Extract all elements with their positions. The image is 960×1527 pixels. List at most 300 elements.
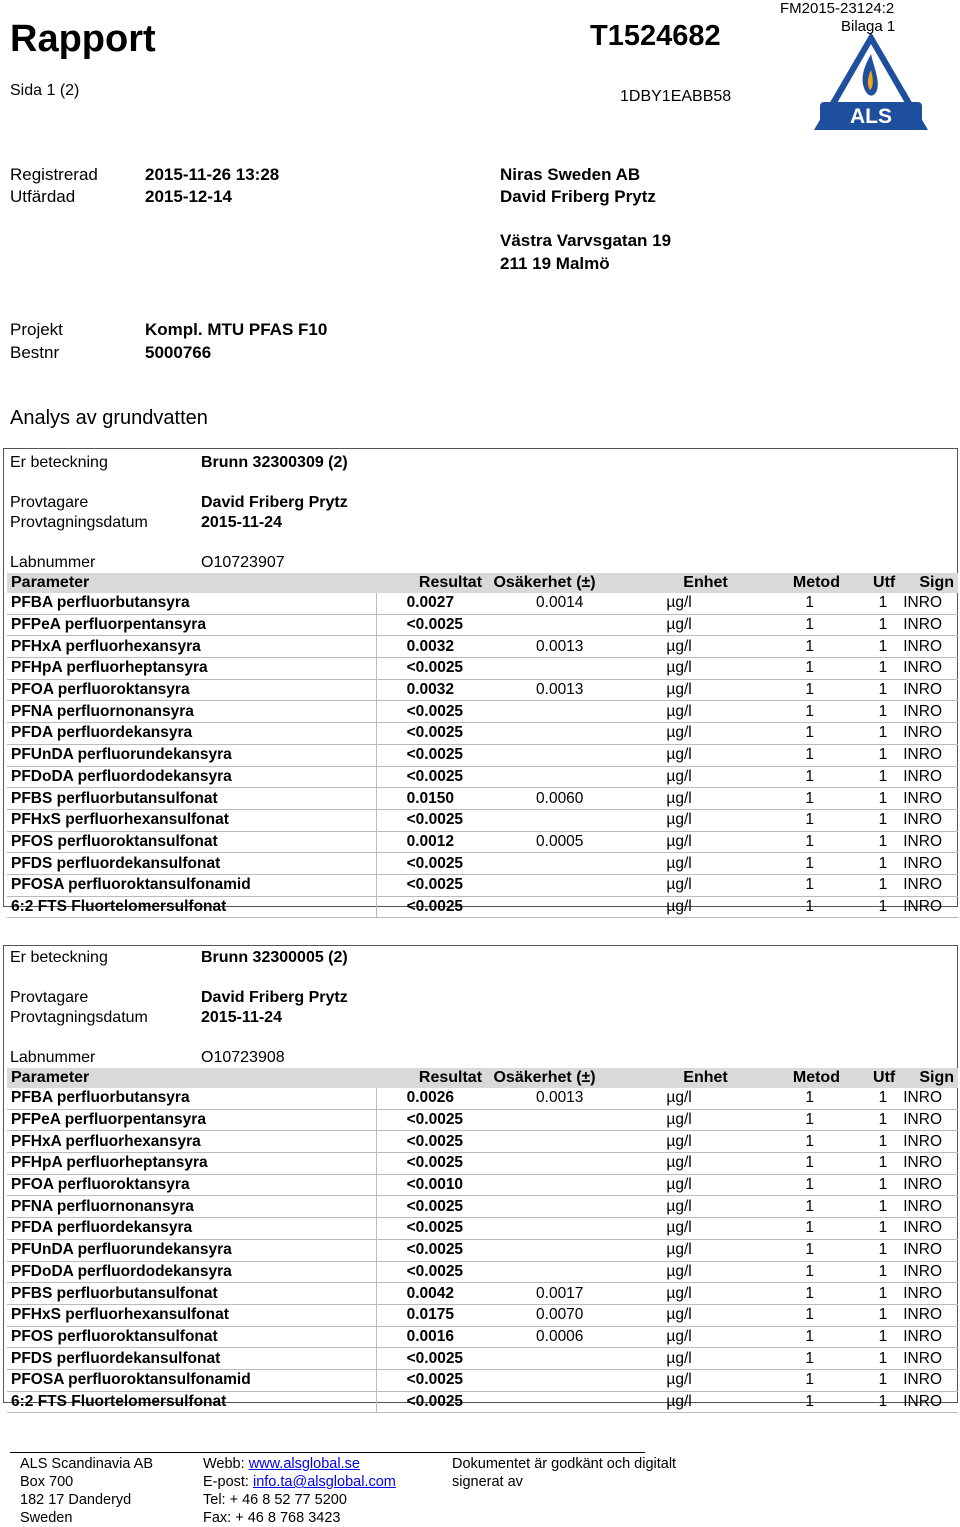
table-row [7, 636, 958, 658]
results-table-1 [7, 573, 958, 918]
table-row [7, 1174, 958, 1196]
footer-web [203, 1455, 360, 1473]
cell-metod: 1 [732, 1218, 844, 1240]
cell-metod: 1 [732, 1261, 844, 1283]
cell-enhet: µg/l [600, 1326, 732, 1348]
col-parameter: Parameter [7, 573, 376, 593]
cell-enhet: µg/l [600, 614, 732, 636]
footer-box: Box 700 [20, 1474, 74, 1490]
cell-parameter: PFUnDA perfluorundekansyra [7, 1239, 376, 1261]
cell-enhet: µg/l [600, 636, 732, 658]
provtagare-value: David Friberg Prytz [201, 494, 348, 511]
cell-osakerhet: 0.0005 [486, 831, 600, 853]
col-osakerhet: Osäkerhet (±) [486, 1068, 600, 1088]
table-row [7, 896, 958, 918]
provtagningsdatum-value: 2015-11-24 [201, 1009, 282, 1026]
table-row [7, 1196, 958, 1218]
report-title: Rapport [10, 18, 156, 60]
cell-enhet: µg/l [600, 1196, 732, 1218]
client-company: Niras Sweden AB [500, 165, 641, 184]
labnummer-value: O10723908 [201, 1049, 285, 1066]
col-enhet: Enhet [600, 573, 732, 593]
cell-enhet: µg/l [600, 1391, 732, 1413]
cell-metod: 1 [732, 788, 844, 810]
provtagare-label: Provtagare [10, 494, 89, 511]
cell-utf: 1 [844, 1283, 899, 1305]
cell-enhet: µg/l [600, 1088, 732, 1109]
cell-resultat: <0.0025 [376, 723, 486, 745]
cell-metod: 1 [732, 679, 844, 701]
cell-metod: 1 [732, 1153, 844, 1175]
cell-sign: INRO [899, 1391, 958, 1413]
cell-osakerhet [486, 1391, 600, 1413]
cell-enhet: µg/l [600, 1174, 732, 1196]
cell-osakerhet [486, 896, 600, 918]
sample-block-1 [3, 448, 958, 915]
table-row [7, 788, 958, 810]
cell-resultat: 0.0027 [376, 593, 486, 614]
cell-utf: 1 [844, 1174, 899, 1196]
cell-resultat: <0.0025 [376, 1348, 486, 1370]
cell-osakerhet [486, 1261, 600, 1283]
cell-resultat: <0.0025 [376, 1153, 486, 1175]
cell-enhet: µg/l [600, 1261, 732, 1283]
cell-utf: 1 [844, 766, 899, 788]
cell-parameter: PFOA perfluoroktansyra [7, 1174, 376, 1196]
cell-osakerhet: 0.0006 [486, 1326, 600, 1348]
cell-parameter: 6:2 FTS Fluortelomersulfonat [7, 896, 376, 918]
cell-parameter: PFDoDA perfluordodekansyra [7, 1261, 376, 1283]
cell-resultat: <0.0025 [376, 1218, 486, 1240]
form-reference: FM2015-23124:2 [780, 0, 895, 17]
cell-sign: INRO [899, 679, 958, 701]
web-label: Webb: [203, 1456, 249, 1472]
cell-osakerhet [486, 1131, 600, 1153]
cell-enhet: µg/l [600, 831, 732, 853]
cell-parameter: PFOS perfluoroktansulfonat [7, 831, 376, 853]
utfardad-label: Utfärdad [10, 187, 76, 206]
cell-metod: 1 [732, 1174, 844, 1196]
cell-sign: INRO [899, 636, 958, 658]
cell-enhet: µg/l [600, 593, 732, 614]
cell-metod: 1 [732, 1283, 844, 1305]
footer-fax: Fax: + 46 8 768 3423 [203, 1510, 341, 1526]
page-number: Sida 1 (2) [10, 82, 80, 99]
table-row [7, 744, 958, 766]
cell-sign: INRO [899, 788, 958, 810]
provtagningsdatum-label: Provtagningsdatum [10, 514, 148, 531]
cell-resultat: <0.0025 [376, 809, 486, 831]
cell-enhet: µg/l [600, 1304, 732, 1326]
cell-osakerhet [486, 809, 600, 831]
cell-sign: INRO [899, 1283, 958, 1305]
cell-metod: 1 [732, 1088, 844, 1109]
client-street: Västra Varvsgatan 19 [500, 231, 672, 250]
provtagningsdatum-value: 2015-11-24 [201, 514, 282, 531]
cell-sign: INRO [899, 723, 958, 745]
footer-signed-line1: Dokumentet är godkänt och digitalt [452, 1456, 677, 1472]
footer-country: Sweden [20, 1510, 73, 1526]
col-resultat: Resultat [376, 573, 486, 593]
cell-parameter: PFBS perfluorbutansulfonat [7, 788, 376, 810]
provtagare-value: David Friberg Prytz [201, 989, 348, 1006]
cell-parameter: PFHxA perfluorhexansyra [7, 1131, 376, 1153]
cell-parameter: PFPeA perfluorpentansyra [7, 614, 376, 636]
table-row [7, 831, 958, 853]
cell-osakerhet [486, 853, 600, 875]
cell-utf: 1 [844, 1304, 899, 1326]
cell-resultat: 0.0026 [376, 1088, 486, 1109]
cell-resultat: 0.0012 [376, 831, 486, 853]
web-link[interactable]: www.alsglobal.se [248, 1456, 360, 1472]
cell-sign: INRO [899, 1218, 958, 1240]
cell-utf: 1 [844, 1131, 899, 1153]
table-row [7, 1326, 958, 1348]
cell-sign: INRO [899, 874, 958, 896]
cell-utf: 1 [844, 1391, 899, 1413]
cell-sign: INRO [899, 809, 958, 831]
cell-resultat: <0.0025 [376, 1131, 486, 1153]
cell-osakerhet: 0.0013 [486, 679, 600, 701]
cell-metod: 1 [732, 853, 844, 875]
bestnr-label: Bestnr [10, 343, 60, 362]
cell-enhet: µg/l [600, 1131, 732, 1153]
cell-parameter: PFOA perfluoroktansyra [7, 679, 376, 701]
cell-parameter: PFNA perfluornonansyra [7, 701, 376, 723]
col-osakerhet: Osäkerhet (±) [486, 573, 600, 593]
table-row [7, 809, 958, 831]
table-row [7, 1391, 958, 1413]
cell-enhet: µg/l [600, 874, 732, 896]
cell-osakerhet [486, 723, 600, 745]
cell-resultat: <0.0025 [376, 701, 486, 723]
cell-osakerhet [486, 874, 600, 896]
col-metod: Metod [732, 1068, 844, 1088]
table-row [7, 853, 958, 875]
cell-osakerhet [486, 658, 600, 680]
cell-metod: 1 [732, 636, 844, 658]
cell-utf: 1 [844, 744, 899, 766]
cell-resultat: <0.0025 [376, 874, 486, 896]
cell-osakerhet: 0.0060 [486, 788, 600, 810]
cell-osakerhet [486, 744, 600, 766]
cell-metod: 1 [732, 1131, 844, 1153]
cell-parameter: PFDA perfluordekansyra [7, 1218, 376, 1240]
cell-parameter: PFDoDA perfluordodekansyra [7, 766, 376, 788]
cell-utf: 1 [844, 788, 899, 810]
cell-parameter: PFHxA perfluorhexansyra [7, 636, 376, 658]
provtagningsdatum-label: Provtagningsdatum [10, 1009, 148, 1026]
cell-resultat: 0.0032 [376, 679, 486, 701]
cell-utf: 1 [844, 831, 899, 853]
cell-osakerhet [486, 1218, 600, 1240]
cell-osakerhet: 0.0013 [486, 1088, 600, 1109]
cell-parameter: PFHpA perfluorheptansyra [7, 1153, 376, 1175]
cell-utf: 1 [844, 658, 899, 680]
cell-sign: INRO [899, 1348, 958, 1370]
cell-resultat: 0.0175 [376, 1304, 486, 1326]
analysis-title: Analys av grundvatten [10, 407, 208, 429]
cell-utf: 1 [844, 1369, 899, 1391]
cell-utf: 1 [844, 1326, 899, 1348]
cell-resultat: <0.0025 [376, 853, 486, 875]
cell-resultat: <0.0025 [376, 1391, 486, 1413]
footer-divider [10, 1452, 645, 1453]
table-row [7, 723, 958, 745]
col-sign: Sign [899, 1068, 958, 1088]
cell-osakerhet: 0.0014 [486, 593, 600, 614]
cell-utf: 1 [844, 723, 899, 745]
cell-resultat: 0.0016 [376, 1326, 486, 1348]
email-link[interactable]: info.ta@alsglobal.com [252, 1474, 396, 1490]
table-row [7, 1088, 958, 1109]
table-row [7, 1261, 958, 1283]
logo-text: ALS [850, 105, 892, 128]
cell-metod: 1 [732, 874, 844, 896]
cell-osakerhet [486, 1174, 600, 1196]
col-enhet: Enhet [600, 1068, 732, 1088]
col-resultat: Resultat [376, 1068, 486, 1088]
cell-metod: 1 [732, 831, 844, 853]
cell-metod: 1 [732, 1326, 844, 1348]
bilaga-label: Bilaga 1 [841, 18, 896, 35]
table-row [7, 1283, 958, 1305]
cell-sign: INRO [899, 1174, 958, 1196]
cell-utf: 1 [844, 1088, 899, 1109]
cell-osakerhet [486, 701, 600, 723]
cell-parameter: PFBA perfluorbutansyra [7, 1088, 376, 1109]
cell-sign: INRO [899, 831, 958, 853]
projekt-value: Kompl. MTU PFAS F10 [145, 320, 328, 339]
cell-enhet: µg/l [600, 1218, 732, 1240]
cell-metod: 1 [732, 658, 844, 680]
cell-resultat: <0.0025 [376, 614, 486, 636]
footer-company: ALS Scandinavia AB [20, 1456, 154, 1472]
cell-osakerhet [486, 1196, 600, 1218]
cell-parameter: PFHpA perfluorheptansyra [7, 658, 376, 680]
cell-metod: 1 [732, 701, 844, 723]
cell-enhet: µg/l [600, 658, 732, 680]
security-code: 1DBY1EABB58 [620, 88, 732, 105]
cell-parameter: PFHxS perfluorhexansulfonat [7, 809, 376, 831]
cell-parameter: PFBA perfluorbutansyra [7, 593, 376, 614]
cell-enhet: µg/l [600, 788, 732, 810]
footer-tel: Tel: + 46 8 52 77 5200 [203, 1492, 347, 1508]
er-beteckning-label: Er beteckning [10, 454, 108, 471]
cell-parameter: PFDA perfluordekansyra [7, 723, 376, 745]
als-logo-icon [812, 30, 930, 134]
table-row [7, 701, 958, 723]
col-parameter: Parameter [7, 1068, 376, 1088]
table-row [7, 1369, 958, 1391]
cell-utf: 1 [844, 614, 899, 636]
cell-parameter: PFDS perfluordekansulfonat [7, 1348, 376, 1370]
cell-resultat: <0.0025 [376, 744, 486, 766]
results-table-2 [7, 1068, 958, 1413]
cell-enhet: µg/l [600, 701, 732, 723]
col-utf: Utf [844, 1068, 899, 1088]
cell-enhet: µg/l [600, 679, 732, 701]
cell-enhet: µg/l [600, 723, 732, 745]
cell-metod: 1 [732, 1391, 844, 1413]
cell-osakerhet [486, 1153, 600, 1175]
table-row [7, 874, 958, 896]
cell-osakerhet [486, 1239, 600, 1261]
table-row [7, 658, 958, 680]
cell-resultat: <0.0025 [376, 766, 486, 788]
table-row [7, 766, 958, 788]
cell-utf: 1 [844, 809, 899, 831]
table-row [7, 1239, 958, 1261]
sample-block-2 [3, 945, 958, 1410]
cell-enhet: µg/l [600, 1109, 732, 1131]
cell-resultat: <0.0025 [376, 1239, 486, 1261]
cell-metod: 1 [732, 1109, 844, 1131]
cell-osakerhet [486, 1369, 600, 1391]
cell-enhet: µg/l [600, 853, 732, 875]
cell-utf: 1 [844, 636, 899, 658]
cell-metod: 1 [732, 809, 844, 831]
cell-metod: 1 [732, 1196, 844, 1218]
cell-utf: 1 [844, 1348, 899, 1370]
cell-utf: 1 [844, 1153, 899, 1175]
cell-sign: INRO [899, 1088, 958, 1109]
cell-utf: 1 [844, 593, 899, 614]
er-beteckning-value: Brunn 32300005 (2) [201, 949, 348, 966]
cell-resultat: <0.0025 [376, 658, 486, 680]
table-row [7, 1131, 958, 1153]
labnummer-label: Labnummer [10, 554, 96, 571]
table-row [7, 1153, 958, 1175]
labnummer-value: O10723907 [201, 554, 285, 571]
client-contact: David Friberg Prytz [500, 187, 656, 206]
client-city: 211 19 Malmö [500, 254, 610, 273]
table-row [7, 614, 958, 636]
cell-utf: 1 [844, 1109, 899, 1131]
cell-resultat: 0.0032 [376, 636, 486, 658]
cell-resultat: <0.0025 [376, 1196, 486, 1218]
cell-enhet: µg/l [600, 1239, 732, 1261]
provtagare-label: Provtagare [10, 989, 89, 1006]
cell-parameter: PFDS perfluordekansulfonat [7, 853, 376, 875]
cell-resultat: <0.0010 [376, 1174, 486, 1196]
cell-utf: 1 [844, 679, 899, 701]
registrerad-value: 2015-11-26 13:28 [145, 165, 280, 184]
cell-enhet: µg/l [600, 896, 732, 918]
footer-postal: 182 17 Danderyd [20, 1492, 132, 1508]
email-label: E-post: [203, 1474, 253, 1490]
cell-osakerhet: 0.0070 [486, 1304, 600, 1326]
cell-utf: 1 [844, 853, 899, 875]
cell-sign: INRO [899, 766, 958, 788]
cell-osakerhet [486, 1109, 600, 1131]
utfardad-value: 2015-12-14 [145, 187, 232, 206]
er-beteckning-label: Er beteckning [10, 949, 108, 966]
cell-utf: 1 [844, 1196, 899, 1218]
col-sign: Sign [899, 573, 958, 593]
cell-enhet: µg/l [600, 1348, 732, 1370]
table-row [7, 593, 958, 614]
projekt-label: Projekt [10, 320, 63, 339]
cell-sign: INRO [899, 1369, 958, 1391]
cell-sign: INRO [899, 1196, 958, 1218]
cell-metod: 1 [732, 1348, 844, 1370]
cell-parameter: PFBS perfluorbutansulfonat [7, 1283, 376, 1305]
cell-utf: 1 [844, 1218, 899, 1240]
cell-osakerhet [486, 1348, 600, 1370]
cell-resultat: <0.0025 [376, 896, 486, 918]
cell-osakerhet [486, 614, 600, 636]
table-row [7, 1218, 958, 1240]
cell-enhet: µg/l [600, 1369, 732, 1391]
cell-enhet: µg/l [600, 1153, 732, 1175]
cell-metod: 1 [732, 896, 844, 918]
report-id: T1524682 [590, 20, 721, 52]
cell-sign: INRO [899, 896, 958, 918]
cell-resultat: 0.0150 [376, 788, 486, 810]
cell-parameter: PFNA perfluornonansyra [7, 1196, 376, 1218]
bestnr-value: 5000766 [145, 343, 212, 362]
cell-sign: INRO [899, 658, 958, 680]
cell-osakerhet [486, 766, 600, 788]
cell-utf: 1 [844, 701, 899, 723]
cell-enhet: µg/l [600, 744, 732, 766]
footer-signed-line2: signerat av [452, 1474, 523, 1490]
cell-sign: INRO [899, 1239, 958, 1261]
cell-resultat: <0.0025 [376, 1109, 486, 1131]
col-utf: Utf [844, 573, 899, 593]
cell-sign: INRO [899, 701, 958, 723]
table-row [7, 679, 958, 701]
cell-metod: 1 [732, 1239, 844, 1261]
cell-sign: INRO [899, 744, 958, 766]
cell-parameter: PFPeA perfluorpentansyra [7, 1109, 376, 1131]
cell-utf: 1 [844, 1239, 899, 1261]
cell-sign: INRO [899, 1153, 958, 1175]
table-row [7, 1109, 958, 1131]
cell-sign: INRO [899, 853, 958, 875]
table-row [7, 1348, 958, 1370]
cell-enhet: µg/l [600, 1283, 732, 1305]
col-metod: Metod [732, 573, 844, 593]
cell-parameter: PFHxS perfluorhexansulfonat [7, 1304, 376, 1326]
cell-metod: 1 [732, 723, 844, 745]
cell-sign: INRO [899, 593, 958, 614]
cell-sign: INRO [899, 1109, 958, 1131]
cell-utf: 1 [844, 896, 899, 918]
cell-utf: 1 [844, 874, 899, 896]
cell-metod: 1 [732, 744, 844, 766]
cell-parameter: PFUnDA perfluorundekansyra [7, 744, 376, 766]
cell-sign: INRO [899, 1326, 958, 1348]
labnummer-label: Labnummer [10, 1049, 96, 1066]
cell-parameter: PFOSA perfluoroktansulfonamid [7, 874, 376, 896]
cell-resultat: 0.0042 [376, 1283, 486, 1305]
cell-metod: 1 [732, 1369, 844, 1391]
cell-metod: 1 [732, 766, 844, 788]
cell-metod: 1 [732, 593, 844, 614]
cell-osakerhet: 0.0017 [486, 1283, 600, 1305]
cell-utf: 1 [844, 1261, 899, 1283]
cell-metod: 1 [732, 614, 844, 636]
table-row [7, 1304, 958, 1326]
cell-sign: INRO [899, 1261, 958, 1283]
cell-sign: INRO [899, 1131, 958, 1153]
cell-parameter: PFOSA perfluoroktansulfonamid [7, 1369, 376, 1391]
cell-resultat: <0.0025 [376, 1369, 486, 1391]
er-beteckning-value: Brunn 32300309 (2) [201, 454, 348, 471]
cell-enhet: µg/l [600, 809, 732, 831]
